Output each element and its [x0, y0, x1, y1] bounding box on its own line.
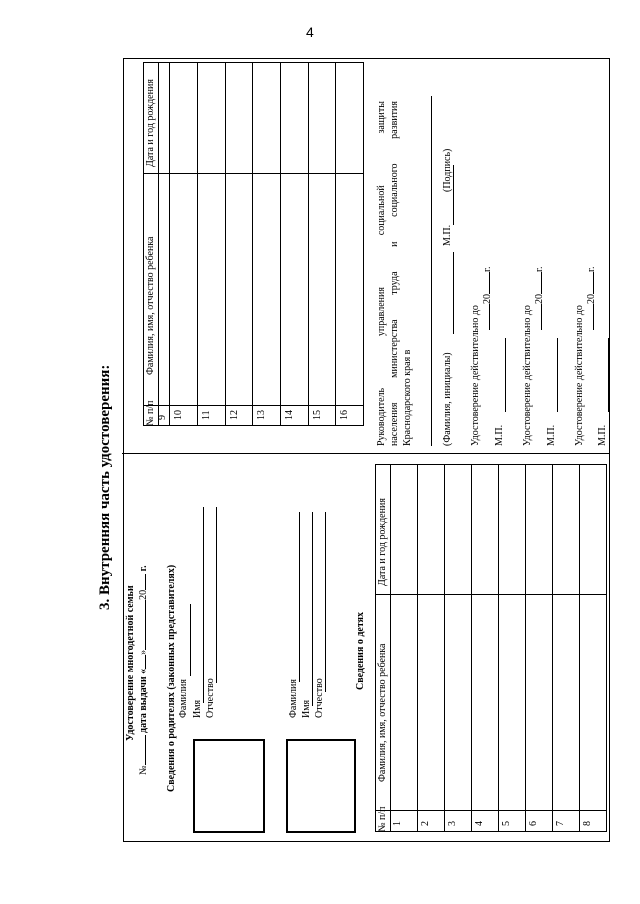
parent2-lastname-line [299, 512, 300, 682]
photo-box-parent-2 [286, 739, 356, 833]
parent2-firstname-line [312, 512, 313, 706]
table-right-row-num: 13 [256, 410, 267, 420]
signature-line [453, 165, 454, 225]
parent1-firstname-line [203, 507, 204, 703]
table-right-row-num: 11 [201, 410, 212, 420]
parent2-patronymic-label: Отчество [314, 678, 325, 718]
section-title: 3. Внутренняя часть удостоверения: [97, 364, 113, 610]
table-left-row-sep [552, 464, 553, 832]
head-word: развития [389, 101, 400, 139]
validity-sign-line-2 [557, 338, 558, 412]
issue-date-mid: » [138, 649, 149, 655]
issue-year-suffix: г. [138, 565, 149, 572]
table-right-row-sep [280, 62, 281, 426]
head-line-2 [389, 101, 400, 446]
table-right-col-sep-1 [143, 405, 364, 406]
certificate-number-line [138, 565, 149, 775]
validity-stamp-3: М.П. [597, 424, 608, 446]
validity-text-3: Удостоверение действительно до [574, 305, 585, 446]
head-name-line [431, 96, 432, 446]
table-left-row-num: 3 [447, 821, 458, 826]
initials-line [453, 252, 454, 334]
table-left-row-sep [579, 464, 580, 832]
table-right-row-sep [197, 62, 198, 426]
table-left-col-sep-2 [375, 594, 607, 595]
table-left-row-num: 1 [392, 821, 403, 826]
table-right-row-num: 10 [173, 410, 184, 420]
table-right-header-sep [158, 62, 159, 426]
table-right-row-sep [308, 62, 309, 426]
validity-stamp-1: М.П. [494, 424, 505, 446]
table-left-header-date: Дата и год рождения [377, 498, 388, 586]
parent1-lastname-line [190, 604, 191, 676]
table-right-row-sep [335, 62, 336, 426]
table-right-header-name: Фамилия, имя, отчество ребенка [145, 236, 156, 375]
table-right-row-sep [169, 62, 170, 426]
validity-year-3 [586, 267, 597, 330]
signature-label: (Подпись) [442, 148, 453, 192]
head-word: управления [376, 287, 387, 337]
children-table-left [375, 464, 607, 832]
table-left-row-sep [525, 464, 526, 832]
parents-header: Сведения о родителях (законных представителях) [166, 564, 177, 792]
table-right-row-num: 9 [157, 415, 168, 420]
head-word: труда [389, 271, 400, 295]
parent1-patronymic-line [216, 507, 217, 683]
table-left-col-sep-1 [375, 810, 607, 811]
parent2-firstname-label: Имя [301, 699, 312, 718]
parent2-lastname-label: Фамилия [288, 679, 299, 718]
table-right-col-sep-2 [143, 173, 364, 174]
table-right-row-num: 12 [229, 410, 240, 420]
table-left-row-num: 7 [555, 821, 566, 826]
head-line-1 [376, 101, 387, 446]
table-right-header-date: Дата и год рождения [145, 79, 156, 167]
validity-year-suffix: г. [586, 266, 597, 272]
head-word: Руководитель [376, 387, 387, 446]
validity-year-prefix: 20 [482, 294, 493, 304]
head-line-3: Краснодарского края в [402, 349, 413, 446]
initials-label: (Фамилия, инициалы) [442, 352, 453, 446]
parent1-patronymic-label: Отчество [205, 678, 216, 718]
validity-year-1 [482, 267, 493, 330]
head-word: и [389, 241, 400, 247]
validity-text-1: Удостоверение действительно до [470, 305, 481, 446]
table-right-row-sep [252, 62, 253, 426]
table-left-header-name: Фамилия, имя, отчество ребенка [377, 643, 388, 782]
validity-sign-line-1 [505, 338, 506, 412]
table-right-row-num: 15 [312, 410, 323, 420]
table-left-row-sep [417, 464, 418, 832]
table-left-row-num: 8 [582, 821, 593, 826]
page-number: 4 [306, 24, 314, 40]
parent1-firstname-label: Имя [192, 699, 203, 718]
table-right-header-num: № п/п [145, 400, 156, 426]
head-word: социального [389, 163, 400, 217]
issue-date-label: дата выдачи « [138, 668, 149, 733]
validity-year-suffix: г. [534, 266, 545, 272]
head-word: защиты [376, 101, 387, 134]
parent2-patronymic-line [325, 512, 326, 692]
spread-divider [122, 453, 610, 454]
table-right-row-sep [225, 62, 226, 426]
table-left-row-sep [498, 464, 499, 832]
children-header: Сведения о детях [355, 611, 366, 690]
head-word: населения [389, 402, 400, 446]
table-left-row-num: 2 [420, 821, 431, 826]
validity-year-2 [534, 267, 545, 330]
table-right-row-num: 16 [339, 410, 350, 420]
table-left-header-num: № п/п [377, 806, 388, 832]
parent1-lastname-label: Фамилия [178, 679, 189, 718]
table-left-row-sep [444, 464, 445, 832]
issue-year-prefix: 20 [138, 589, 149, 600]
table-left-row-num: 5 [501, 821, 512, 826]
table-left-header-sep [390, 464, 391, 832]
validity-text-2: Удостоверение действительно до [522, 305, 533, 446]
validity-stamp-2: М.П. [546, 424, 557, 446]
head-word: социальной [376, 185, 387, 236]
table-left-row-num: 4 [474, 821, 485, 826]
table-right-row-num: 14 [284, 410, 295, 420]
cert-no-prefix: № [138, 765, 149, 775]
validity-sign-line-3 [608, 338, 609, 412]
head-word: министерства [389, 319, 400, 378]
photo-box-parent-1 [193, 739, 265, 833]
table-left-row-num: 6 [528, 821, 539, 826]
children-table-right [143, 62, 364, 426]
head-stamp: М.П. [442, 224, 453, 246]
validity-year-prefix: 20 [586, 294, 597, 304]
table-left-row-sep [471, 464, 472, 832]
validity-year-prefix: 20 [534, 294, 545, 304]
certificate-title: Удостоверение многодетной семьи [125, 585, 136, 741]
validity-year-suffix: г. [482, 266, 493, 272]
